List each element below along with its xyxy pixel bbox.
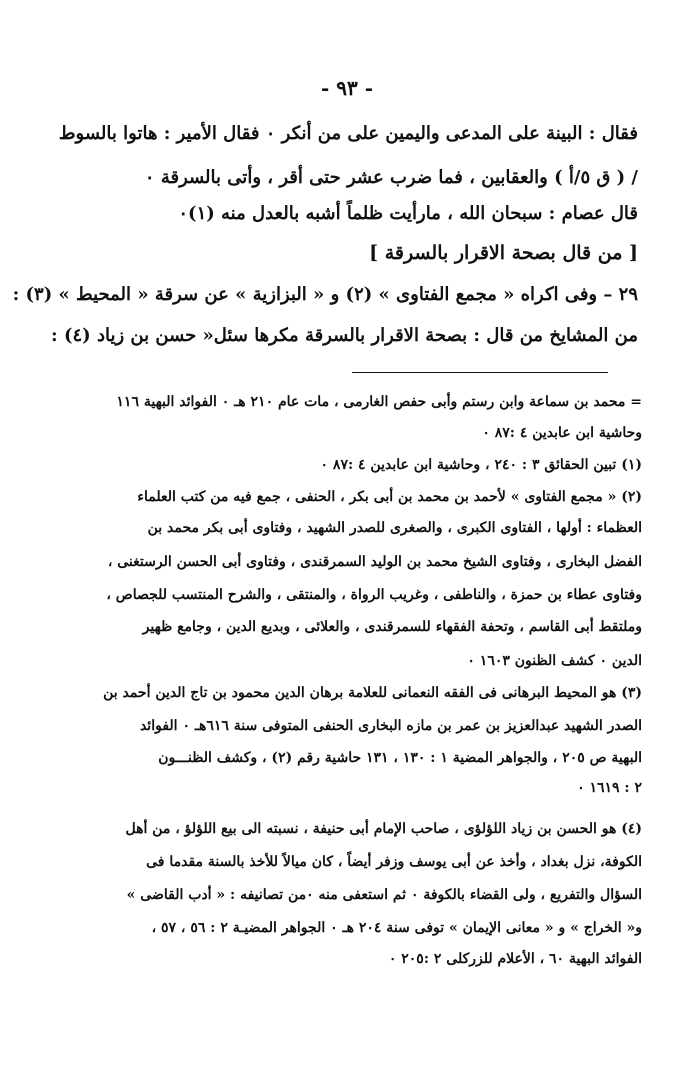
footnote-line: (١) تبين الحقائق ٣ : ٢٤٠ ، وحاشية ابن عابدين ٤ :٨٧ ٠ [320, 457, 642, 473]
footnote-separator [352, 372, 608, 373]
body-line-1: فقال : البينة على المدعى واليمين على من أنكر ٠ فقال الأمير : هاتوا بالسوط [58, 123, 638, 144]
section-heading: [ من قال بصحة الاقرار بالسرقة ] [369, 242, 638, 264]
footnote-line: السؤال والتفريع ، ولى القضاء بالكوفة ٠ ثم استعفى منه ٠من تصانيفه : « أدب القاضى » [126, 887, 642, 903]
section-line-2: من المشايخ من قال : بصحة الاقرار بالسرقة مكرها سئل« حسن بن زياد (٤) : [51, 325, 638, 346]
body-line-2: / ( ق ٥/أ ) والعقابين ، فما ضرب عشر حتى أقر ، وأتى بالسرقة ٠ [144, 167, 638, 188]
footnote-line: وحاشية ابن عابدين ٤ :٨٧ ٠ [482, 425, 642, 441]
footnote-line: الصدر الشهيد عبدالعزيز بن عمر بن مازه البخارى الحنفى المتوفى سنة ٦١٦هـ ٠ الفوائد [139, 718, 642, 734]
footnote-line: وفتاوى عطاء بن حمزة ، والناطفى ، وغريب الرواة ، والمنتقى ، والشرح المنتسب للجصاص ، [106, 587, 642, 603]
footnote-line: الدين ٠ كشف الظنون ١٦٠٣ ٠ [467, 653, 642, 669]
footnote-line: (٣) هو المحيط البرهانى فى الفقه النعمانى للعلامة برهان الدين محمود بن تاج الدين أحمد بن [103, 685, 642, 701]
footnote-line: الكوفة، نزل بغداد ، وأخذ عن أبى يوسف وزفر أيضاً ، كان ميالاً للأخذ بالسنة مقدما فى [146, 854, 642, 870]
footnote-line: و« الخراج » و « معانى الإيمان » توفى سنة ٢٠٤ هـ ٠ الجواهر المضيـة ٢ : ٥٦ ، ٥٧ ، [151, 920, 642, 936]
footnote-line: (٤) هو الحسن بن زياد اللؤلؤى ، صاحب الإمام أبى حنيفة ، نسبته الى بيع اللؤلؤ ، من أهل [125, 821, 642, 837]
footnote-line: الفضل البخارى ، وفتاوى الشيخ محمد بن الوليد السمرقندى ، وفتاوى أبى الحسن الرستغنى ، [107, 554, 642, 570]
body-line-3: قال عصام : سبحان الله ، مارأيت ظلماً أشبه بالعدل منه (١)٠ [178, 203, 638, 224]
footnote-line: وملتقط أبى القاسم ، وتحفة الفقهاء للسمرقندى ، والعلائى ، وبديع الدين ، وجامع ظهير [142, 619, 642, 635]
footnote-line: الفوائد البهية ٦٠ ، الأعلام للزركلى ٢ :٢٠٥ ٠ [388, 951, 642, 967]
section-line-1: ٢٩ – وفى اكراه « مجمع الفتاوى » (٢) و « البزازية » عن سرقة « المحيط » (٣) : [12, 284, 638, 305]
footnote-line: = محمد بن سماعة وابن رستم وأبى حفص الغارمى ، مات عام ٢١٠ هـ ٠ الفوائد البهية ١١٦ [116, 394, 642, 410]
footnote-line: (٢) « مجمع الفتاوى » لأحمد بن محمد بن أبى بكر ، الحنفى ، جمع فيه من كتب العلماء [137, 489, 642, 505]
footnote-line: ٢ : ١٦١٩ ٠ [577, 780, 642, 796]
footnote-line: العظماء : أولها ، الفتاوى الكبرى ، والصغرى للصدر الشهيد ، وفتاوى أبى بكر محمد بن [147, 520, 642, 536]
page-number: - ٩٣ - [320, 76, 373, 100]
footnote-line: البهية ص ٢٠٥ ، والجواهر المضية ١ : ١٣٠ ، ١٣١ حاشية رقم (٢) ، وكشف الظنـــون [158, 750, 642, 766]
